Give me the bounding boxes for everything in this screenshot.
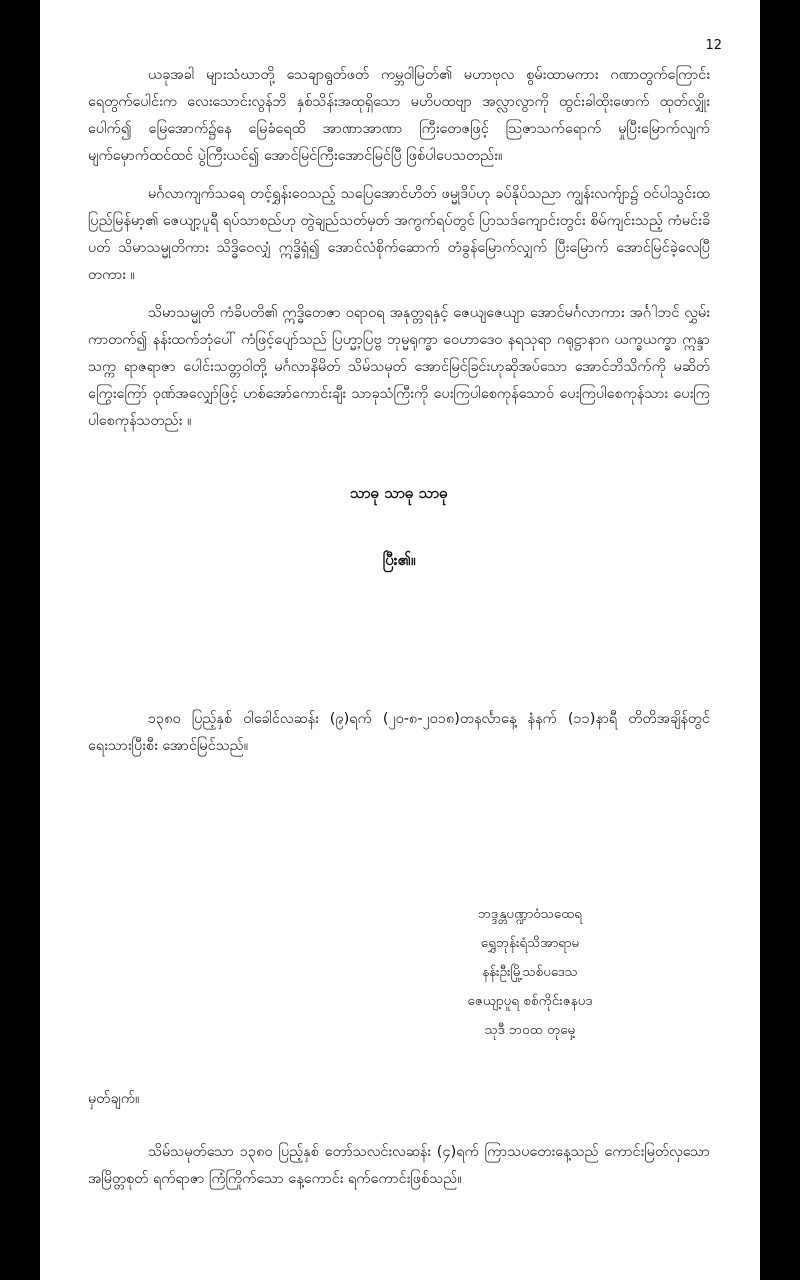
document-body <box>88 62 710 771</box>
paragraph-1: ယခုအခါ များသံဃာတို့ သေချာရွတ်ဖတ် ကမ္ဘဝါမြတ်၏ မဟာဗုလ စွမ်းထာမကား ဂဏာတွက်ကြောင်း ရေတွက်ပေါင်းက လေးသောင်းလွန်ဘိ နှစ်သိန်းအထုရှိသော မဟိပထဗျာ အလ္လာလွာကို ထွင်းခါထိုးဖောက် ထုတ်လျှိုးပေါက်၍ မြေအောက်၌နေ မြေခံရေထိ အာဏာအာဏာ ကြီးတေဇဖြင့် ဩဇာသက်ရောက် မှုပြီးမြောက်လျက် မျက်မှောက်ထင်ထင် ပွဲကြီးယင်၍ အောင်မြင်ကြီးအောင်မြင်ပြီ ဖြစ်ပါပေသတည်း။ <box>88 67 710 164</box>
sadhu-heading: သာဓု သာဓု သာဓု <box>350 484 448 502</box>
note-heading: မှတ်ချက်။ <box>88 1091 140 1107</box>
signature-line: ဘဒ္ဒန္တပဏ္ဍာဝံသထေရ <box>477 906 583 922</box>
signature-line: နန်းဦးမြို့သစ်ပဒေသ <box>482 964 578 980</box>
completion-date: ၁၃၈၀ ပြည့်နှစ် ဝါခေါင်လဆန်း (၉)ရက် (၂၀-၈-၂၀၁၈)တနင်္လာနေ့ နံနက် (၁၁)နာရီ တိတိအချိန်တွင် ရေးသားပြီးစီး အောင်မြင်သည်။ <box>88 711 710 754</box>
finished-heading: ပြီး၏။ <box>382 551 416 569</box>
signature-block <box>400 900 660 1045</box>
document-page <box>40 0 760 1280</box>
page-number: 12 <box>705 38 722 53</box>
signature-line: ဇေယျာ့ပူရ စစ်ကိုင်းဇနပဒ <box>467 993 593 1009</box>
signature-line: သုဒီ ဘ၀ထ တုမှေ့ <box>484 1022 576 1038</box>
paragraph-3: သိမာသမ္မုတိ ကံခိပတိ၏ ဣဒ္ဓိတေဇာ ဝရာဝရ အနုတ္တရနှင့် ဇေယျဇေယျာ အောင်မင်္ဂလာကား အင်္ဂါဘင် လွှမ်းကာတက်၍ နန်းထက်ဘုံပေါ် ကံဖြင့်ပျော်သည် ပြဟ္မာ့ပြဗ္ဗ ဘုမ္မရုက္ခာ ဝေဟာဒေဝ နရသုရာ ဂရုဋ္ဌာနာဂ ယက္ခယက္ခာ ဣန္ဒာသက္က ရာဇရာဇာ ပေါင်းသတ္တဝါတို့ မင်္ဂလာနိမိတ် သိမ်သမုတ် အောင်မြင်ခြင်းဟုဆိုအပ်သော အောင်ဘိသိက်ကို မဆိတ်ကြွေးကြော် ဝုဏ်အလျှော်ဖြင့် ဟစ်အော်ကောင်းချီး သာခုသံကြီးကို ပေးကြပါစေကုန်သောဝ် ပေးကြပါစေကုန်သား ပေးကြပါစေကုန်သတည်း ။ <box>88 305 710 429</box>
signature-line: ရွှေဘုန်းရံသိအာရာမ <box>480 935 580 951</box>
note-body: သိမ်သမုတ်သော ၁၃၈၀ ပြည့်နှစ် တော်သလင်းလဆန်း (၄)ရက် ကြာသပတေးနေ့သည် ကောင်းမြတ်လှသော အမြိတ္တစုတ် ရက်ရာဇာ ကြံကြိုက်သော နေ့ကောင်း ရက်ကောင်းဖြစ်သည်။ <box>88 1143 710 1187</box>
paragraph-2: မင်္ဂလာကျက်သရေ တင့်ရွှန်းဝေသည့် သပြေအောင်ဟိတ် ဖမ္မုဒိပ်ဟု ခပ်နိုပ်သညာ ကျွန်းလက်ျာ၌ ဝင်ပါသွင်းထ ပြည်မြန်မာ့၏ ဇေယျာ့ပူရီ ရပ်သာစည်ဟု တွဲချည်သတ်မှတ် အကွက်ရပ်တွင် ပြာသဒ်ကျောင်းတွင်း စိမ်ကျင်းသည့် ကံမင်းခိပတ် သိမာသမ္မုတိကား သိဒ္ဓိဝေလျှံ ဣဒ္ဓိရှံ၍ အောင်လံစိုက်ဆောက် တံခွန်မြောက်လျှက် ပြီးမြောက် အောင်မြင်ခဲ့လေပြီတကား ။ <box>88 186 710 283</box>
